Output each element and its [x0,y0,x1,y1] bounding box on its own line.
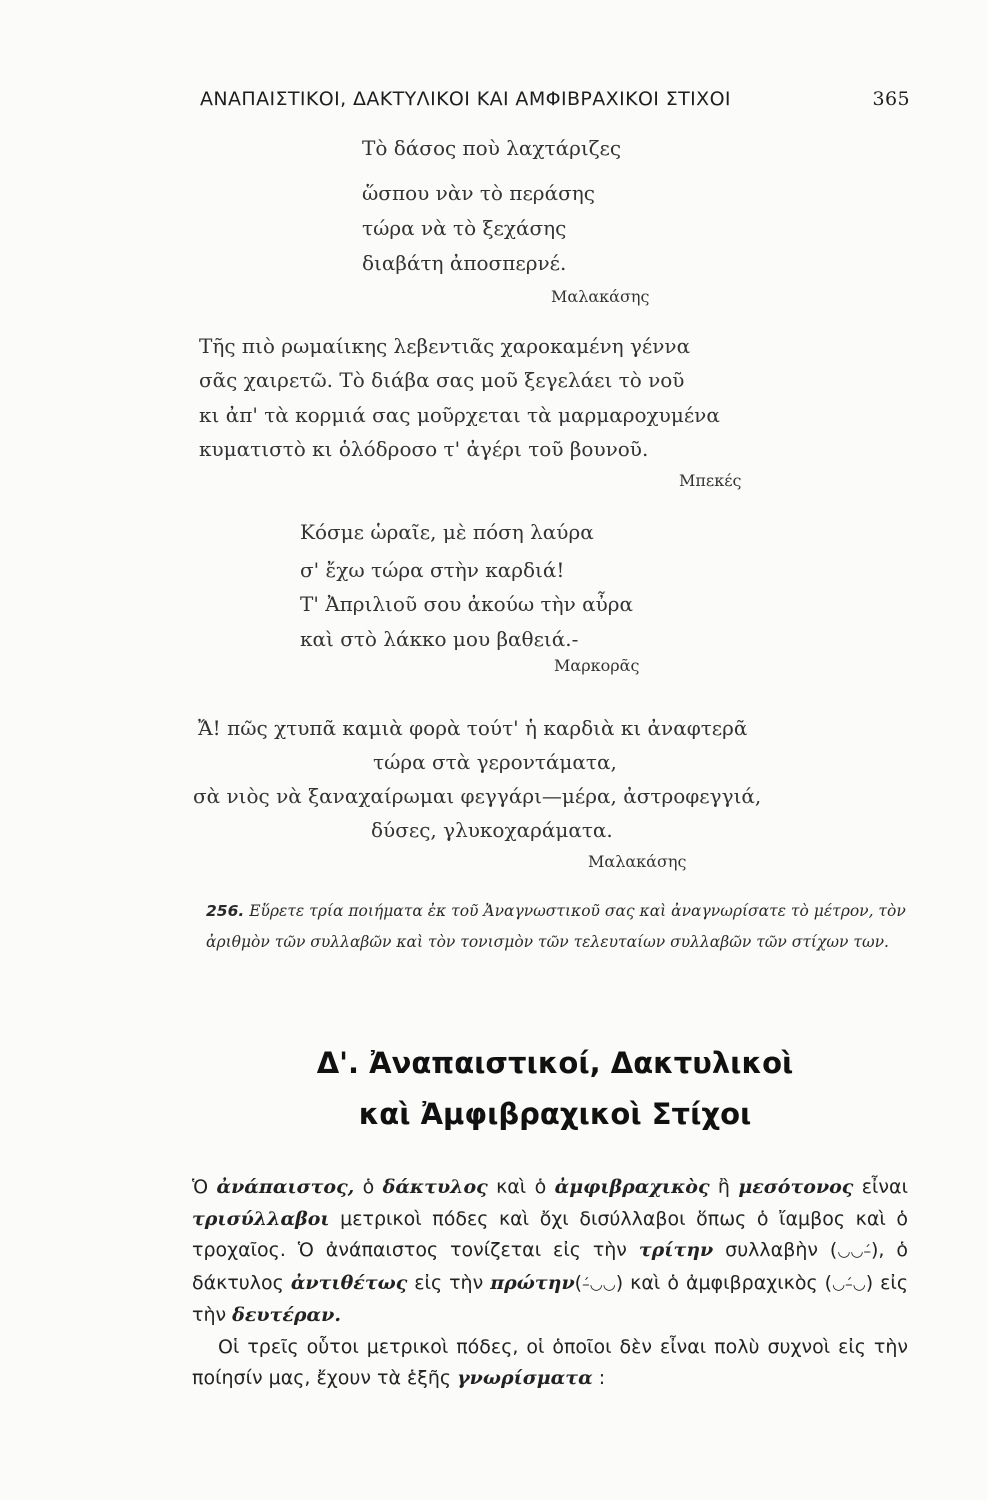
poem-line: Τῆς πιὸ ρωμαίικης λεβεντιᾶς χαροκαμένη γέννα [199,334,691,358]
text-run: ἢ [709,1176,739,1198]
emphasis: μεσότονος [738,1176,854,1198]
body-paragraph-2 [192,1332,908,1395]
page-number: 365 [872,88,910,110]
poem-line: κυματιστὸ κι ὁλόδροσο τ' ἀγέρι τοῦ βουνοῦ. [199,437,649,461]
poem-line: ὥσπου νὰν τὸ περάσης [362,181,595,205]
text-run: : [592,1367,606,1389]
poem-author: Μαλακάσης [551,287,650,306]
text-run: συλλαβὴν ( [713,1239,838,1261]
running-header [200,88,910,110]
text-run: ) καὶ ὁ ἀμφιβραχικὸς ( [615,1271,833,1294]
text-run: καὶ ὁ [487,1176,555,1198]
text-run: Ὁ [192,1176,217,1198]
poem-line: Κόσμε ὡραῖε, μὲ πόση λαύρα [300,520,594,544]
emphasis: ἀντιθέτως [290,1271,408,1294]
emphasis: ἀμφιβραχικὸς [554,1176,710,1198]
metric-notation: ◡–́◡ [832,1274,866,1293]
section-title-line-1: Δ'. Ἀναπαιστικοί, Δακτυλικοὶ [316,1046,794,1080]
emphasis: γνωρίσματα [457,1367,593,1389]
text-run: ), ὁ δάκτυλος [192,1239,908,1294]
section-title-line-2: καὶ Ἀμφιβραχικοὶ Στίχοι [358,1097,752,1131]
body-paragraph-1 [192,1172,908,1332]
poem-author: Μαλακάσης [588,852,687,871]
text-run: εἰς τὴν [407,1271,491,1294]
poem-line: Ἄ! πῶς χτυπᾶ καμιὰ φορὰ τούτ' ἡ καρδιὰ κι ἀναφτερᾶ [198,716,748,740]
text-run: ( [574,1271,583,1294]
text-run: ) εἰς τὴν [192,1271,908,1326]
poem-author: Μπεκές [679,471,742,490]
emphasis: τρισύλλαβοι [192,1207,330,1230]
text-run: μετρικοὶ πόδες καὶ ὄχι δισύλλαβοι ὅπως ὁ ἴαμβος καὶ ὁ τροχαῖος. Ὁ ἀνάπαιστος τονίζεται εἰς τὴν [192,1207,908,1261]
exercise-number: 256. [206,902,245,920]
poem-line: δύσες, γλυκοχαράματα. [371,818,613,842]
text-run: εἶναι [853,1176,909,1198]
emphasis: δευτέραν. [232,1304,341,1326]
emphasis: τρίτην [638,1239,714,1261]
emphasis: ἀνάπαιστος, [216,1176,355,1198]
poem-line: κι ἀπ' τὰ κορμιά σας μοῦρχεται τὰ μαρμαροχυμένα [199,403,720,427]
running-header-title: ΑΝΑΠΑΙΣΤΙΚΟΙ, ΔΑΚΤΥΛΙΚΟΙ ΚΑΙ ΑΜΦΙΒΡΑΧΙΚΟΙ ΣΤΙΧΟΙ [200,88,731,110]
emphasis: πρώτην [490,1271,575,1294]
metric-notation: ◡◡–́ [837,1242,871,1260]
poem-line: σᾶς χαιρετῶ. Τὸ διάβα σας μοῦ ξεγελάει τὸ νοῦ [199,368,685,392]
metric-notation: –́◡◡ [582,1274,616,1293]
poem-line: καὶ στὸ λάκκο μου βαθειά.- [300,627,579,651]
poem-line: Τὸ δάσος ποὺ λαχτάριζες [362,136,622,160]
poem-line: διαβάτη ἀποσπερνέ. [362,251,567,275]
poem-line: Τ' Ἀπριλιοῦ σου ἀκούω τὴν αὖρα [300,592,634,616]
poem-line: τώρα στὰ γεροντάματα, [373,750,617,774]
text-run: ὁ [354,1176,383,1198]
exercise-text: Εὕρετε τρία ποιήματα ἐκ τοῦ Ἀναγνωστικοῦ σας καὶ ἀναγνωρίσατε τὸ μέτρον, τὸν ἀριθμὸν τῶν συλλαβῶν καὶ τὸν τονισμὸν τῶν τελευταίων συλλαβῶν τῶν στίχων των. [206,902,906,951]
poem-line: σὰ νιὸς νὰ ξαναχαίρωμαι φεγγάρι—μέρα, ἀστροφεγγιά, [193,784,762,808]
poem-line: τώρα νὰ τὸ ξεχάσης [362,216,567,240]
emphasis: δάκτυλος [382,1176,488,1198]
text-run: Οἱ τρεῖς οὗτοι μετρικοὶ πόδες, οἱ ὁποῖοι δὲν εἶναι πολὺ συχνοὶ εἰς τὴν ποίησίν μας, ἔχουν τὰ ἑξῆς [192,1335,908,1389]
poem-line: σ' ἔχω τώρα στὴν καρδιά! [300,558,565,582]
body-text [192,1172,908,1395]
exercise-256 [206,896,906,958]
poem-author: Μαρκορᾶς [554,656,640,675]
